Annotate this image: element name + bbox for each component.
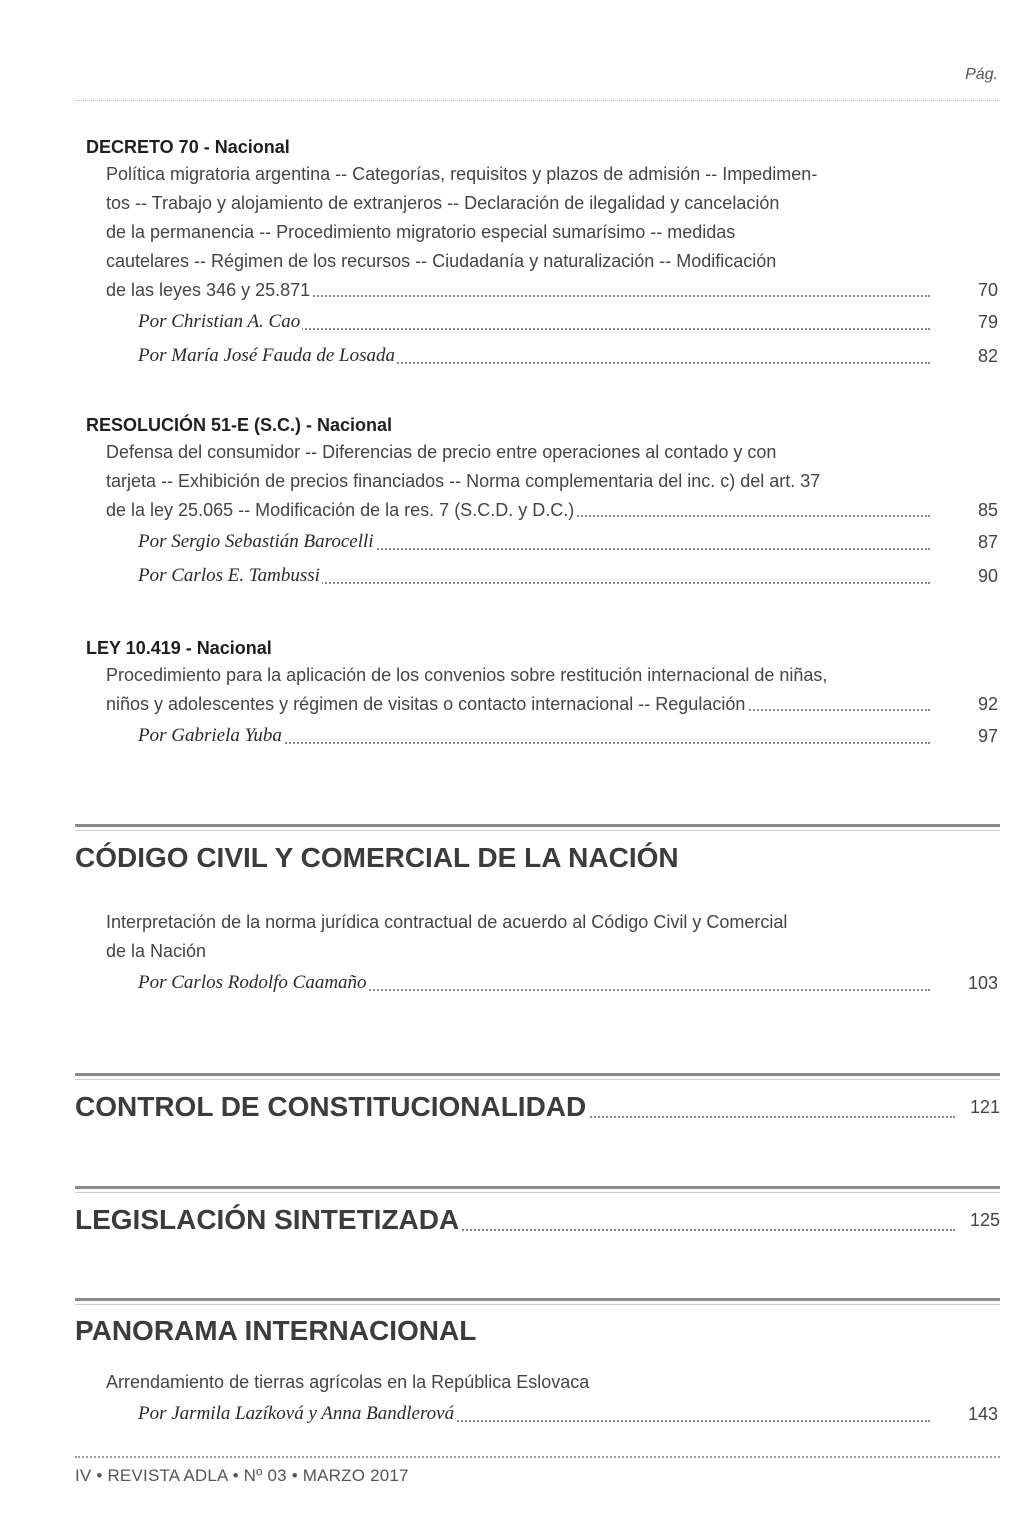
section-divider (75, 1298, 1000, 1301)
author-link[interactable] (86, 305, 998, 339)
page-footer: IV • REVISTA ADLA • Nº 03 • MARZO 2017 (75, 1466, 409, 1485)
page-number: 79 (977, 312, 998, 332)
author-link[interactable] (86, 719, 998, 753)
section-codigo-entry (86, 908, 998, 1000)
entry-desc-line: Interpretación de la norma jurídica contractual de acuerdo al Código Civil y Comercial (106, 912, 788, 932)
section-panorama-entry (86, 1368, 998, 1431)
entry-desc-last-line[interactable] (86, 276, 998, 305)
page-number: 125 (969, 1210, 1000, 1230)
entry-desc-text: de la ley 25.065 -- Modificación de la res. 7 (S.C.D. y D.C.) (106, 500, 575, 520)
section-title-legislacion: LEGISLACIÓN SINTETIZADA (75, 1204, 460, 1235)
author-link[interactable] (86, 966, 998, 1000)
page-number: 85 (977, 500, 998, 520)
entry-desc-line: tos -- Trabajo y alojamiento de extranjeros -- Declaración de ilegalidad y cancelación (106, 193, 780, 213)
entry-ley-10419 (86, 635, 998, 753)
author-name: Por Jarmila Lazíková y Anna Bandlerová (138, 1403, 455, 1424)
section-title-codigo: CÓDIGO CIVIL Y COMERCIAL DE LA NACIÓN (75, 842, 679, 873)
section-title-control: CONTROL DE CONSTITUCIONALIDAD (75, 1091, 587, 1122)
author-name: Por Carlos Rodolfo Caamaño (138, 972, 367, 993)
entry-title: LEY 10.419 - Nacional (86, 638, 272, 658)
page-number: 103 (967, 973, 998, 993)
section-title-panorama: PANORAMA INTERNACIONAL (75, 1315, 477, 1346)
page-number: 70 (977, 280, 998, 300)
entry-desc-line: de la Nación (106, 941, 207, 961)
entry-title: RESOLUCIÓN 51-E (S.C.) - Nacional (86, 415, 393, 435)
section-link-legislacion[interactable] (75, 1200, 1000, 1240)
entry-desc-line: Arrendamiento de tierras agrícolas en la República Eslovaca (106, 1372, 590, 1392)
section-divider (75, 1073, 1000, 1076)
page-number: 121 (969, 1097, 1000, 1117)
author-link[interactable] (86, 559, 998, 593)
author-link[interactable] (86, 339, 998, 373)
page-number: 143 (967, 1404, 998, 1424)
author-name: Por Christian A. Cao (138, 311, 301, 332)
author-link[interactable] (86, 525, 998, 559)
page-number: 97 (977, 726, 998, 746)
section-divider (75, 824, 1000, 827)
top-divider (75, 100, 1000, 101)
entry-desc-last-line[interactable] (86, 496, 998, 525)
entry-resolucion-51e (86, 412, 998, 593)
author-name: Por Gabriela Yuba (138, 725, 282, 746)
entry-desc-line: de la permanencia -- Procedimiento migratorio especial sumarísimo -- medidas (106, 222, 736, 242)
page-number: 87 (977, 532, 998, 552)
page-number: 92 (977, 694, 998, 714)
author-link[interactable] (86, 1397, 998, 1431)
section-link-control[interactable] (75, 1087, 1000, 1127)
entry-desc-line: Política migratoria argentina -- Categorías, requisitos y plazos de admisión -- Impedimen- (106, 164, 818, 184)
section-divider (75, 1186, 1000, 1189)
author-name: Por Sergio Sebastián Barocelli (138, 531, 374, 552)
page-number: 82 (977, 346, 998, 366)
entry-desc-text: de las leyes 346 y 25.871 (106, 280, 311, 300)
entry-desc-line: tarjeta -- Exhibición de precios financiados -- Norma complementaria del inc. c) del art. 37 (106, 471, 821, 491)
entry-desc-line: Defensa del consumidor -- Diferencias de precio entre operaciones al contado y con (106, 442, 777, 462)
entry-decreto-70 (86, 134, 998, 373)
author-name: Por Carlos E. Tambussi (138, 565, 320, 586)
entry-desc-text: niños y adolescentes y régimen de visitas o contacto internacional -- Regulación (106, 694, 746, 714)
page-number: 90 (977, 566, 998, 586)
bottom-divider (75, 1456, 1000, 1458)
entry-desc-line: Procedimiento para la aplicación de los convenios sobre restitución internacional de niñas, (106, 665, 828, 685)
entry-desc-last-line[interactable] (86, 690, 998, 719)
entry-title: DECRETO 70 - Nacional (86, 137, 290, 157)
page-column-label: Pág. (965, 66, 998, 83)
entry-desc-line: cautelares -- Régimen de los recursos -- Ciudadanía y naturalización -- Modificación (106, 251, 777, 271)
author-name: Por María José Fauda de Losada (138, 345, 396, 366)
